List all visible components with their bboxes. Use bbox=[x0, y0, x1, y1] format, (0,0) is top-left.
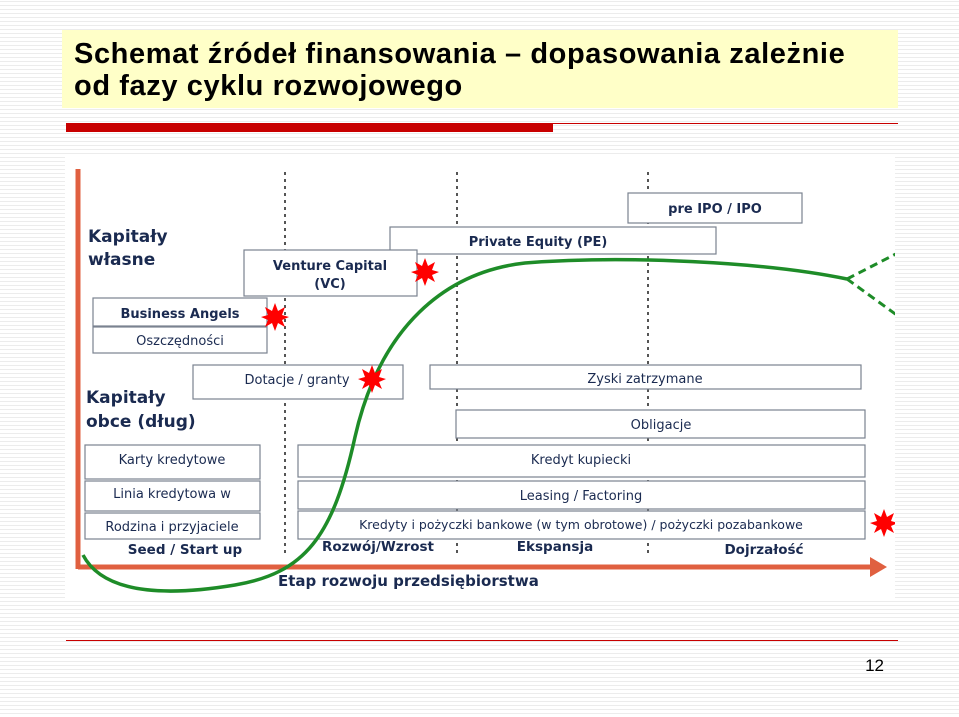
financing-diagram bbox=[65, 157, 895, 600]
axis-label: Etap rozwoju przedsiębiorstwa bbox=[278, 572, 539, 590]
title-line-1: Schemat źródeł finansowania – dopasowania zależnie bbox=[74, 38, 846, 70]
bar-label-savings: Oszczędności bbox=[136, 334, 224, 349]
bar-label-family: Rodzina i przyjaciele bbox=[105, 520, 239, 535]
bar-label-vc-2: (VC) bbox=[314, 277, 346, 292]
bar-label-credit-line: Linia kredytowa w bbox=[113, 487, 231, 502]
title-underline-rule bbox=[553, 123, 898, 124]
bar-label-bank-loans: Kredyty i pożyczki bankowe (w tym obrotowe) / pożyczki pozabankowe bbox=[359, 517, 803, 532]
star-icon-vc bbox=[411, 258, 439, 286]
growth-arrow-up bbox=[847, 239, 895, 279]
star-icon-grants bbox=[358, 365, 386, 393]
bar-label-leasing: Leasing / Factoring bbox=[519, 489, 643, 504]
bar-label-retained-earnings: Zyski zatrzymane bbox=[587, 372, 703, 387]
bar-label-pre-ipo: pre IPO / IPO bbox=[668, 202, 762, 217]
group-label-debt-1: Kapitały bbox=[86, 388, 166, 408]
bar-label-vc-1: Venture Capital bbox=[272, 259, 388, 274]
group-label-equity-2: własne bbox=[88, 250, 156, 270]
bar-label-private-equity: Private Equity (PE) bbox=[468, 235, 608, 250]
star-icon-angels bbox=[261, 303, 289, 331]
bar-label-bonds: Obligacje bbox=[630, 418, 692, 433]
group-label-debt-2: obce (dług) bbox=[86, 412, 196, 432]
stage-label-maturity: Dojrzałość bbox=[724, 542, 804, 558]
stage-label-seed: Seed / Start up bbox=[127, 542, 243, 558]
bar-label-business-angels: Business Angels bbox=[120, 307, 240, 322]
bar-label-trade-credit: Kredyt kupiecki bbox=[530, 453, 632, 468]
title-line-2: od fazy cyklu rozwojowego bbox=[74, 70, 463, 102]
page-number: 12 bbox=[865, 656, 884, 675]
stage-label-growth: Rozwój/Wzrost bbox=[321, 539, 435, 555]
bar-label-credit-cards: Karty kredytowe bbox=[118, 453, 226, 468]
diagram-canvas bbox=[65, 157, 895, 600]
stage-label-expansion: Ekspansja bbox=[516, 539, 594, 555]
bar-label-grants: Dotacje / granty bbox=[244, 373, 350, 388]
axis-arrowhead bbox=[870, 557, 887, 577]
title-underline-bar bbox=[66, 123, 553, 132]
footer-rule bbox=[66, 640, 898, 641]
group-label-equity-1: Kapitały bbox=[88, 227, 168, 247]
slide-title bbox=[62, 30, 898, 108]
star-icon-maturity bbox=[870, 509, 895, 537]
decline-arrow-down bbox=[847, 279, 895, 337]
